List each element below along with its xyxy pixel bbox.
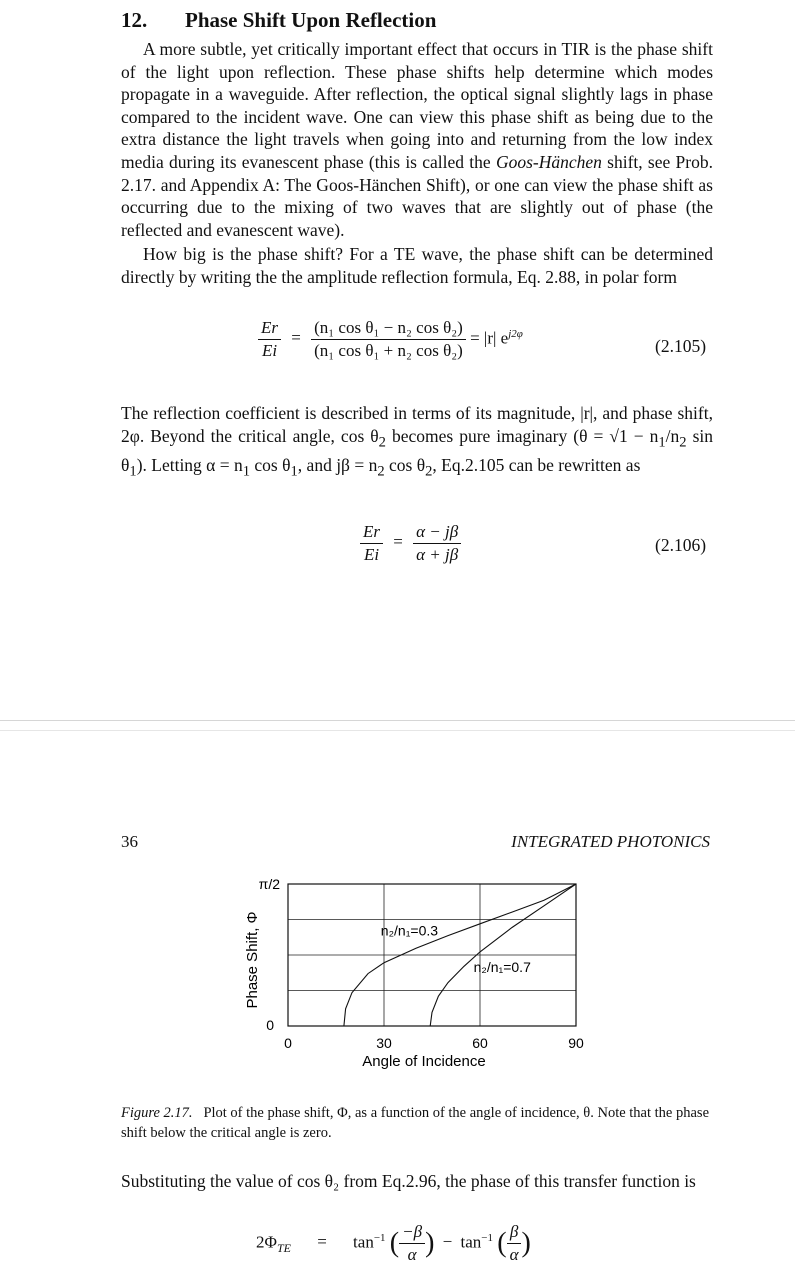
p3-f: ). Letting α = n <box>136 454 243 475</box>
y-tick-label-bottom: 0 <box>266 1017 274 1033</box>
p3-sub7: 2 <box>377 463 385 480</box>
equation-2-106: $\frac{Er}{Ei}$ = $\frac{\alpha - j\beta}{\alpha + j\beta}$ <box>360 522 461 565</box>
series-annotation-2: n₂/n₁=0.7 <box>473 958 531 975</box>
p3-sub5: 1 <box>242 463 251 480</box>
paragraph-1 <box>121 38 713 241</box>
p3-d: sin <box>686 425 713 446</box>
p3-c: /n <box>665 425 680 446</box>
equation-2-105: $\frac{Er}{Ei}$ = $\frac{\text{(n₁ cos θ₁ − n₂ cos θ₂)}}{\text{(n₁ cos θ₁ + n₂ cos θ₂)}}$ = |r| $e^{j2\varphi}$ <box>258 318 523 361</box>
section-title: Phase Shift Upon Reflection <box>185 8 437 32</box>
p3-j: , Eq.2.105 can be rewritten as <box>432 454 641 475</box>
eq107-frac1-num: −β <box>399 1222 425 1244</box>
eq106-lhs-numerator: Er <box>360 522 383 544</box>
p3-e: θ <box>121 454 130 475</box>
eq105-tail: = |r| e <box>470 328 509 348</box>
eq105-superscript: j2φ <box>508 327 523 340</box>
eq105-rhs-denominator: (n₁ cos θ₁ + n₂ cos θ₂) <box>314 341 463 360</box>
phase-shift-chart <box>230 868 610 1083</box>
equation-number-2-105: (2.105) <box>655 336 707 356</box>
paragraph-2: How big is the phase shift? For a TE wave, the phase shift can be determined directly by writing the the amplitude reflection formula, Eq. 2.88, in polar form <box>121 244 713 287</box>
y-tick-label-top: π/2 <box>258 876 280 892</box>
equation-phase-te: $2\Phi_{TE} = \tan^{-1}$ ( $\frac{-\beta}{\alpha}$ ) − $\tan^{-1}$ ( $\frac{\beta}{\alpha}$ ) <box>256 1222 531 1264</box>
section-heading <box>121 8 436 33</box>
p3-g: cos θ <box>250 454 291 475</box>
p3-sub2: 1 <box>658 434 666 451</box>
figure-caption-text: Plot of the phase shift, Φ, as a function of the angle of incidence, θ. Note that the phase shift below the critical angle is zero. <box>121 1105 710 1141</box>
equation-number-2-106: (2.106) <box>655 535 707 555</box>
paragraph-1-text-a: A more subtle, yet critically important effect that occurs in TIR is the phase shift of the light upon reflection. These phase shifts help determine which modes propagate in a waveguide. After reflection, the optical signal slightly lags in phase compared to the incident wave. One can view this phase shift as being due to the extra distance the light travels when going into and returning from the low index media during its evanescent phase (this is called the <box>121 39 713 172</box>
paragraph-1-text-b: shift, see Prob. 2.17. and Appendix A: The Goos-Hänchen Shift), or one can view the phase shift as occurring due to the mixing of two waves that are slightly out of phase (the reflected and evanescent wave). <box>121 151 713 240</box>
paragraph-4: Substituting the value of cos θ₂ from Eq.2.96, the phase of this transfer function is <box>121 1171 696 1191</box>
p3-sub6: 1 <box>290 463 298 480</box>
eq106-lhs-denominator: Ei <box>363 545 380 564</box>
p3-b: becomes pure imaginary (θ = √1 − n <box>385 425 659 446</box>
paragraph-1-emphasis: Goos-Hänchen <box>495 151 602 172</box>
eq105-lhs-numerator: Er <box>258 318 281 340</box>
eq107-frac2-den: α <box>509 1245 519 1264</box>
eq107-tan1: tan <box>353 1232 374 1252</box>
eq105-rhs-numerator: (n₁ cos θ₁ − n₂ cos θ₂) <box>311 318 466 340</box>
eq107-frac2-num: β <box>507 1222 521 1244</box>
section-number: 12. <box>121 8 148 32</box>
p3-h: , and jβ = n <box>297 454 378 475</box>
p3-i: cos θ <box>384 454 426 475</box>
chart-grid <box>288 884 576 1026</box>
x-tick-label: 90 <box>568 1035 584 1051</box>
page-break-line-bottom <box>0 730 795 731</box>
series-annotation-1: n₂/n₁=0.3 <box>380 922 439 939</box>
figure-label: Figure 2.17. <box>121 1105 193 1121</box>
p3-a: The reflection coefficient is described in terms of its magnitude, |r|, and phase shift, 2φ. Beyond the critical angle, cos θ <box>121 403 713 446</box>
paragraph-3 <box>121 402 713 483</box>
eq107-frac1-den: α <box>407 1245 417 1264</box>
eq107-equals: = <box>317 1232 327 1252</box>
eq107-minus: − <box>442 1232 453 1252</box>
p3-sub3: 2 <box>679 434 687 451</box>
x-tick-label: 0 <box>284 1035 292 1051</box>
eq106-rhs-denominator: α + jβ <box>416 545 459 564</box>
figure-caption <box>121 1103 713 1143</box>
eq107-tan2-sup: −1 <box>481 1231 493 1244</box>
p3-sub8: 2 <box>425 463 433 480</box>
y-axis-title: Phase Shift, Φ <box>244 911 261 1009</box>
eq107-lhs-sub: TE <box>276 1240 291 1255</box>
p3-sub1: 2 <box>378 434 386 451</box>
page-number: 36 <box>121 832 138 851</box>
eq105-lhs-denominator: Ei <box>261 341 278 360</box>
eq107-tan1-sup: −1 <box>373 1231 386 1244</box>
eq107-lhs: 2Φ <box>256 1232 277 1252</box>
x-axis-title: Angle of Incidence <box>362 1053 486 1070</box>
page-break-line-top <box>0 720 795 721</box>
running-title: INTEGRATED PHOTONICS <box>511 832 710 851</box>
eq106-rhs-numerator: α − jβ <box>413 522 461 544</box>
chart-labels <box>244 876 584 1070</box>
x-tick-label: 60 <box>472 1035 488 1051</box>
eq107-tan2: tan <box>460 1232 482 1252</box>
x-tick-label: 30 <box>376 1035 392 1051</box>
p3-sub4: 1 <box>129 463 137 480</box>
